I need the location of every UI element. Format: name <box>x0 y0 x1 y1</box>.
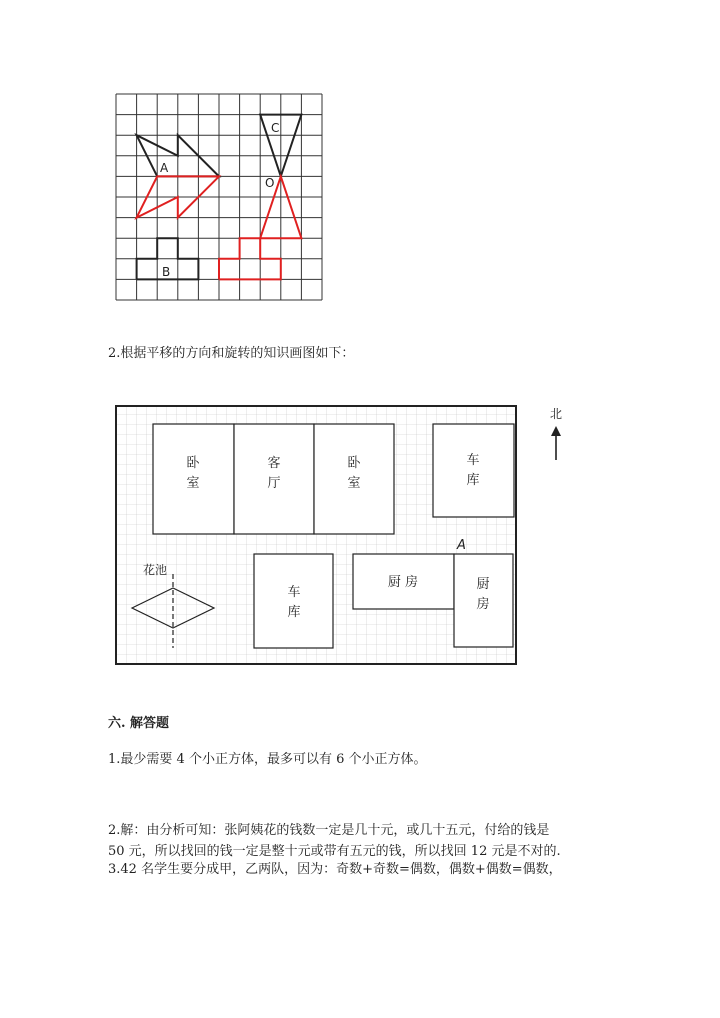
garage-bottom-label-1: 车 <box>287 585 301 600</box>
point-a-label: A <box>457 538 466 553</box>
translation-rotation-grid-figure <box>110 90 330 306</box>
living-label-2: 厅 <box>267 476 281 491</box>
item2-caption: 2.根据平移的方向和旋转的知识画图如下： <box>108 346 355 361</box>
floor-plan-figure <box>112 400 590 672</box>
kitchen-horizontal-label: 厨 房 <box>387 575 419 590</box>
flower-pond-label: 花池 <box>143 563 168 577</box>
room-garage-bottom <box>254 554 333 648</box>
bedroom-1-label-2: 室 <box>186 476 200 491</box>
answer-3: 3.42 名学生要分成甲，乙两队，因为：奇数+奇数=偶数，偶数+偶数=偶数， <box>108 862 562 877</box>
north-arrowhead-icon <box>551 426 561 436</box>
label-b: B <box>162 265 171 279</box>
label-c: C <box>271 121 280 135</box>
answer-2-line-2: 50 元，所以找回的钱一定是整十元或带有五元的钱，所以找回 12 元是不对的. <box>108 844 561 859</box>
label-o: O <box>265 176 275 190</box>
bedroom-2-label-2: 室 <box>347 476 361 491</box>
answer-1: 1.最少需要 4 个小正方体，最多可以有 6 个小正方体。 <box>108 752 427 767</box>
garage-top-label-2: 库 <box>466 473 480 488</box>
bedroom-1-label-1: 卧 <box>186 456 200 471</box>
living-label-1: 客 <box>267 456 281 471</box>
section-6-title: 六. 解答题 <box>108 716 170 731</box>
kitchen-vertical-label-2: 房 <box>476 597 490 612</box>
garage-bottom-label-2: 库 <box>287 605 301 620</box>
label-a: A <box>160 161 169 175</box>
north-label: 北 <box>550 407 563 421</box>
bedroom-2-label-1: 卧 <box>347 456 361 471</box>
answer-2-line-1: 2.解：由分析可知：张阿姨花的钱数一定是几十元，或几十五元，付给的钱是 <box>108 823 550 838</box>
garage-top-label-1: 车 <box>466 453 480 468</box>
kitchen-vertical-label-1: 厨 <box>476 577 490 592</box>
room-garage-top <box>433 424 514 517</box>
